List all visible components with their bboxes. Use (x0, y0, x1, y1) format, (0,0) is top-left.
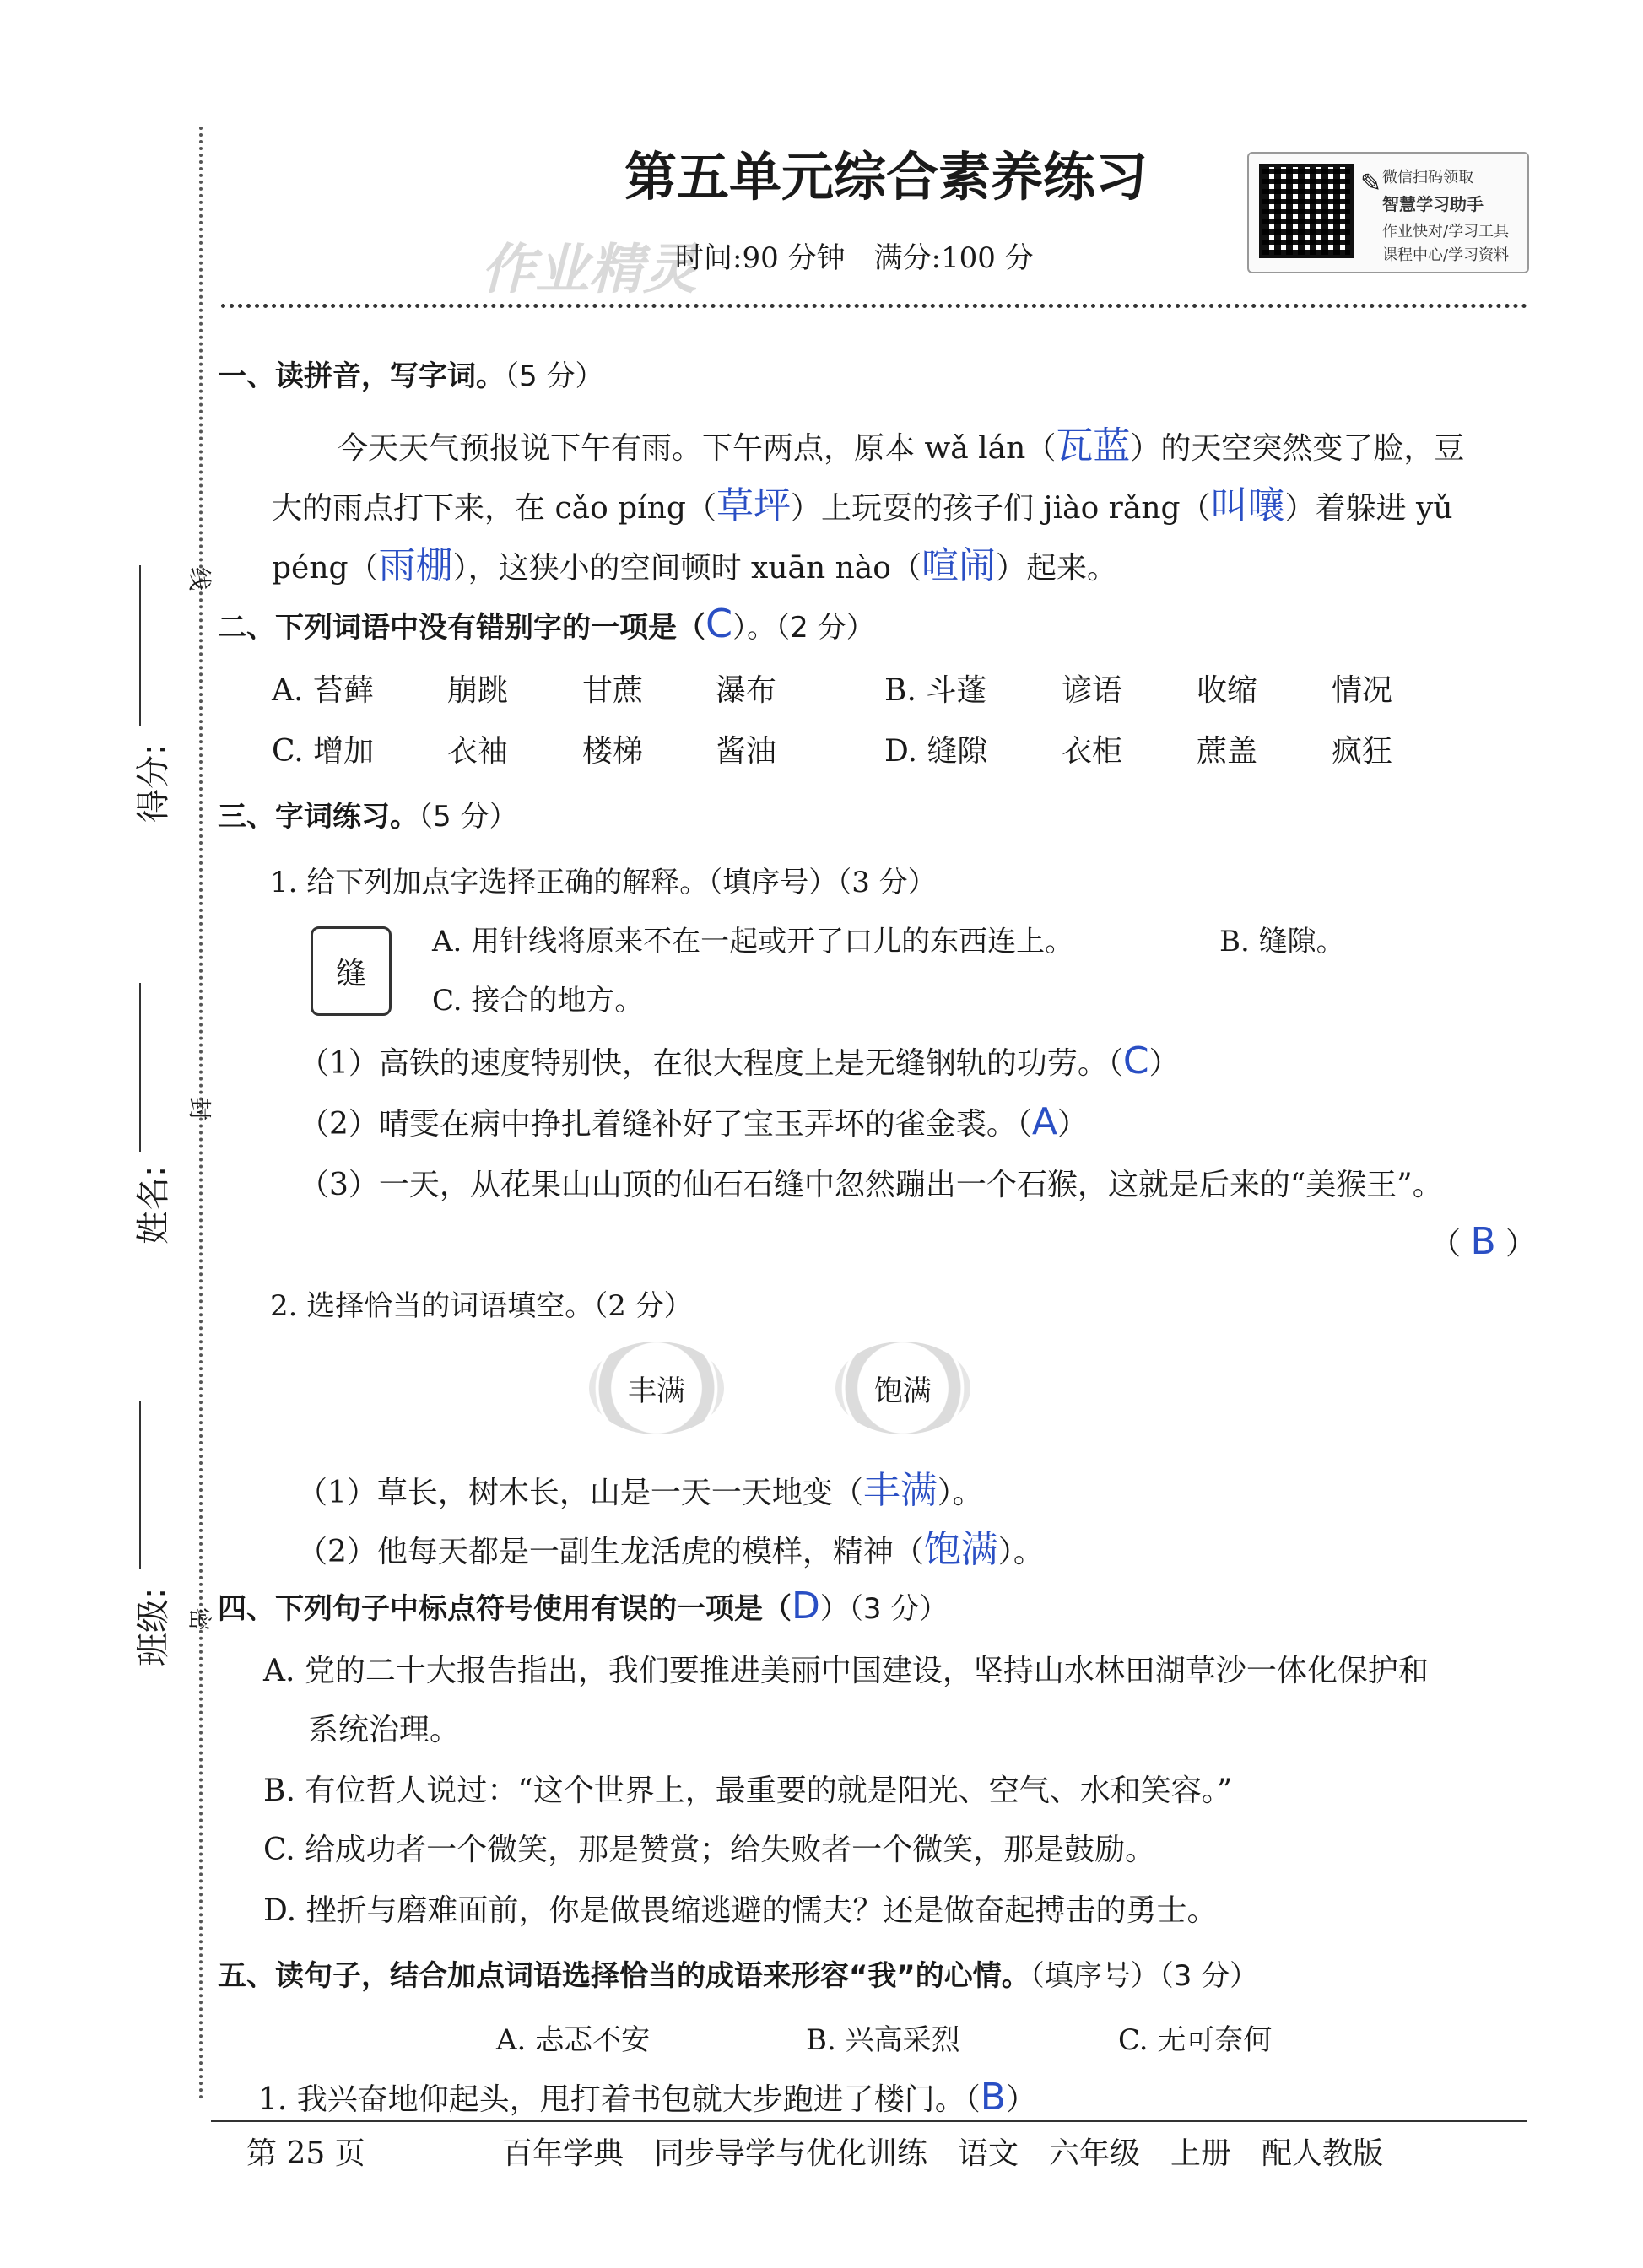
section-3-heading: 三、字词练习。（5 分） (218, 800, 518, 834)
qr-line-2: 智慧学习助手 (1382, 194, 1484, 214)
qr-card[interactable] (1247, 152, 1529, 273)
s4-option-c: C. 给成功者一个微笑，那是赞赏；给失败者一个微笑，那是鼓励。 (263, 1833, 1156, 1867)
s1-line-1: 今天天气预报说下午有雨。下午两点，原本 wǎ lán（瓦蓝）的天空突然变了脸，豆 (338, 424, 1465, 467)
exam-meta: 时间:90 分钟 满分:100 分 (675, 241, 1034, 275)
s3-fill-1: （1）草长，树木长，山是一天一天地变（丰满）。 (297, 1469, 983, 1512)
answer-s3-1: C (1122, 1040, 1149, 1083)
word-flower-2: 饱满 (835, 1342, 970, 1434)
score-blank (139, 565, 141, 726)
class-blank (139, 1401, 141, 1569)
section-2-heading: 二、下列词语中没有错别字的一项是（C）。（2 分） (218, 601, 875, 646)
qr-line-4: 课程中心/学习资料 (1382, 246, 1510, 264)
s5-q1: 1. 我兴奋地仰起头，甩打着书包就大步跑进了楼门。（B） (258, 2076, 1036, 2119)
footer-rule (211, 2120, 1527, 2122)
answer-fill-1: 丰满 (862, 1469, 938, 1512)
binding-mark-xian: 线 (186, 567, 213, 591)
qr-code-icon[interactable] (1259, 164, 1354, 258)
section-4-heading: 四、下列句子中标点符号使用有误的一项是（D）（3 分） (218, 1585, 949, 1628)
char-box: 缝 (311, 926, 392, 1016)
s5-opt-b: B. 兴高采烈 (806, 2023, 960, 2057)
watermark: 作业精灵 (481, 239, 697, 301)
section-1-heading: 一、读拼音，写字词。（5 分） (218, 359, 604, 393)
s5-opt-c: C. 无可奈何 (1118, 2023, 1273, 2057)
s3-q1: 1. 给下列加点字选择正确的解释。（填序号）（3 分） (270, 866, 937, 899)
answer-fill-2: 饱满 (923, 1528, 998, 1571)
binding-mark-mi: 密 (186, 1607, 213, 1632)
answer-s4: D (792, 1585, 820, 1628)
answer-s5-1: B (980, 2076, 1006, 2119)
header-dotted-rule (221, 304, 1527, 308)
page-number: 第 25 页 (246, 2136, 365, 2171)
word-flower-1: 丰满 (589, 1342, 724, 1434)
answer-caoping: 草坪 (716, 484, 791, 527)
answer-yupeng: 雨棚 (378, 544, 453, 587)
s3-sentence-3-answer-slot: （ B ） (1430, 1220, 1537, 1263)
answer-s3-3: B (1470, 1220, 1496, 1263)
page-title: 第五单元综合素养练习 (624, 146, 1148, 208)
s1-line-2: 大的雨点打下来，在 cǎo píng（草坪）上玩耍的孩子们 jiào rǎng（叫嚷）着躲进 yǔ (272, 484, 1453, 527)
s1-line-3: péng（雨棚），这狭小的空间顿时 xuān nào（喧闹）起来。 (272, 544, 1117, 587)
s3-q2: 2. 选择恰当的词语填空。（2 分） (270, 1289, 693, 1323)
score-label: 得分: (134, 743, 173, 823)
s3-fill-2: （2）他每天都是一副生龙活虎的模样，精神（饱满）。 (297, 1528, 1044, 1571)
pencil-cup-icon: ✎ (1360, 169, 1382, 198)
book-title: 百年学典 同步导学与优化训练 语文 六年级 上册 配人教版 (502, 2136, 1384, 2171)
s4-option-d: D. 挫折与磨难面前，你是做畏缩逃避的懦夫？还是做奋起搏击的勇士。 (263, 1893, 1218, 1928)
answer-jiaorang: 叫嚷 (1210, 484, 1285, 527)
answer-s3-2: A (1031, 1100, 1058, 1143)
qr-line-3: 作业快对/学习工具 (1382, 223, 1510, 240)
name-blank (139, 983, 141, 1152)
class-label: 班级: (134, 1587, 173, 1666)
s3-opt-c: C. 接合的地方。 (432, 984, 644, 1018)
answer-walan: 瓦蓝 (1056, 424, 1131, 467)
s3-opt-b: B. 缝隙。 (1219, 925, 1345, 958)
s4-option-a-2: 系统治理。 (308, 1713, 461, 1747)
s3-sentence-1: （1）高铁的速度特别快，在很大程度上是无缝钢轨的功劳。（C） (299, 1040, 1180, 1083)
answer-xuannao: 喧闹 (921, 544, 996, 587)
s3-sentence-3: （3）一天，从花果山山顶的仙石石缝中忽然蹦出一个石猴，这就是后来的“美猴王”。 (299, 1168, 1443, 1202)
s3-sentence-2: （2）晴雯在病中挣扎着缝补好了宝玉弄坏的雀金裘。（A） (299, 1100, 1089, 1143)
s3-opt-a: A. 用针线将原来不在一起或开了口儿的东西连上。 (432, 925, 1074, 958)
section-5-heading: 五、读句子，结合加点词语选择恰当的成语来形容“我”的心情。（填序号）（3 分） (218, 1959, 1259, 1993)
binding-mark-feng: 封 (186, 1097, 213, 1121)
s4-option-b: B. 有位哲人说过：“这个世界上，最重要的就是阳光、空气、水和笑容。” (263, 1774, 1233, 1808)
name-label: 姓名: (134, 1165, 173, 1245)
answer-s2: C (705, 601, 733, 646)
s4-option-a-1: A. 党的二十大报告指出，我们要推进美丽中国建设，坚持山水林田湖草沙一体化保护和 (263, 1654, 1429, 1688)
s5-opt-a: A. 忐忑不安 (496, 2023, 651, 2057)
qr-line-1: 微信扫码领取 (1382, 169, 1473, 186)
